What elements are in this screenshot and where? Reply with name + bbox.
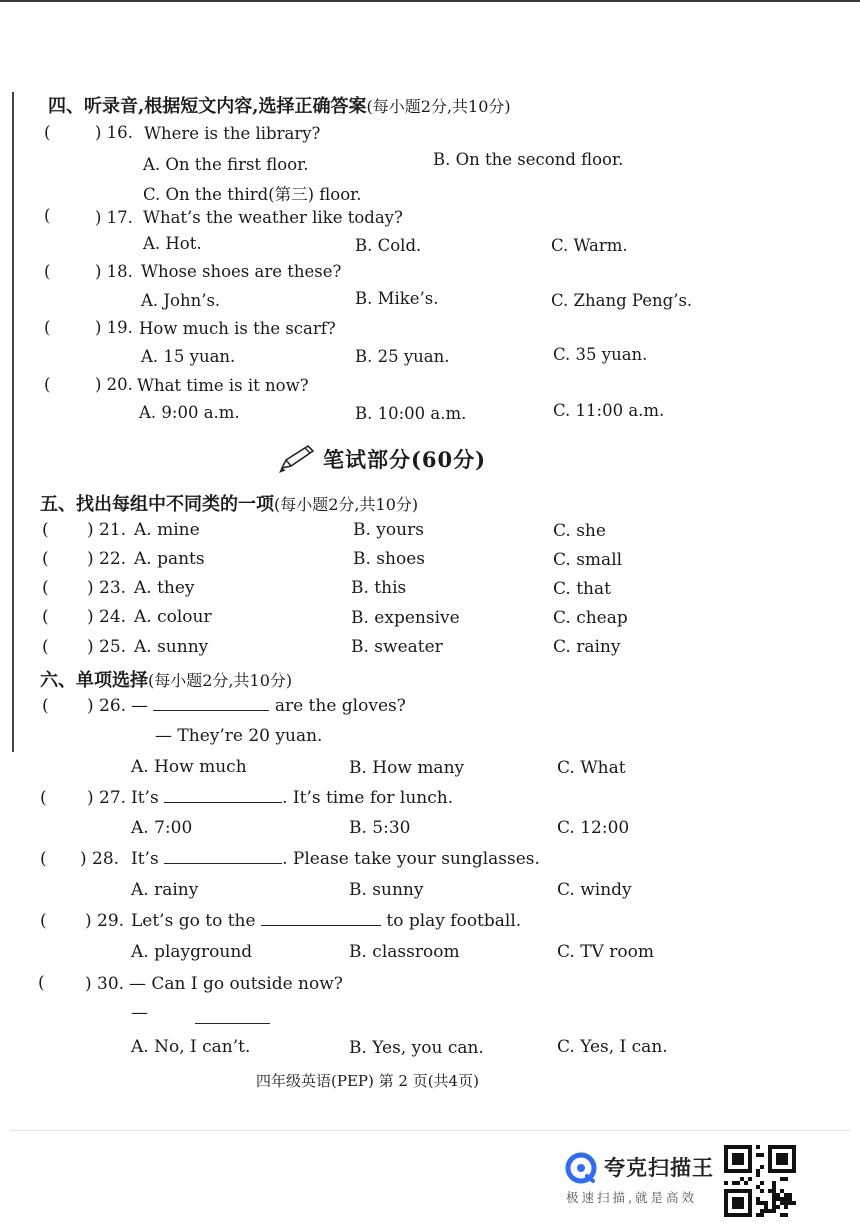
fill-in-blank[interactable]	[164, 788, 282, 803]
option-a: A. 7:00	[131, 818, 193, 838]
stem-before-blank: It’s	[131, 849, 159, 869]
option-b: B. sunny	[349, 880, 424, 900]
option-c: C. cheap	[553, 608, 628, 628]
option-b: B. expensive	[351, 608, 460, 628]
stem-after-blank: . It’s time for lunch.	[282, 788, 454, 808]
option-c: C. TV room	[557, 942, 654, 962]
question-number: ) 25.	[87, 637, 127, 657]
section4-title: 四、听录音,根据短文内容,选择正确答案	[48, 96, 367, 117]
section6-heading	[40, 666, 292, 692]
option-a: A. Hot.	[143, 234, 202, 253]
answer-paren: (	[42, 637, 49, 657]
dialogue-reply: —	[131, 1003, 148, 1023]
left-margin-line	[12, 92, 14, 752]
page-footer: 四年级英语(PEP) 第 2 页(共4页)	[256, 1072, 479, 1090]
question-stem: — Can I go outside now?	[129, 974, 343, 994]
option-c: C. Yes, I can.	[557, 1037, 668, 1057]
scanner-brand-name: 夸克扫描王	[604, 1156, 714, 1180]
option-c: C. 11:00 a.m.	[553, 401, 665, 420]
stem-before-blank: —	[131, 696, 148, 716]
option-c: C. What	[557, 758, 626, 778]
fill-in-blank[interactable]	[164, 849, 282, 864]
question-stem	[131, 849, 540, 869]
qr-code-icon	[724, 1145, 796, 1217]
answer-paren: (	[44, 206, 51, 225]
option-a: A. No, I can’t.	[131, 1037, 251, 1057]
answer-paren: (	[40, 788, 47, 808]
stem-after-blank: . Please take your sunglasses.	[282, 849, 540, 869]
question-number: ) 28.	[80, 849, 120, 869]
option-a: A. How much	[131, 757, 247, 777]
option-b: B. Yes, you can.	[349, 1038, 484, 1058]
quark-logo-icon	[565, 1152, 597, 1184]
scanner-slogan: 极速扫描,就是高效	[566, 1190, 697, 1205]
option-c: C. windy	[557, 880, 632, 900]
stem-before-blank: It’s	[131, 788, 159, 808]
question-number: ) 16.	[95, 123, 133, 142]
option-a: A. colour	[134, 607, 212, 627]
section5-heading	[40, 490, 418, 516]
question-stem: How much is the scarf?	[139, 319, 336, 338]
answer-paren: (	[40, 849, 47, 869]
option-a: A. pants	[134, 549, 205, 569]
answer-paren: (	[42, 520, 49, 540]
option-b: B. Mike’s.	[355, 289, 439, 308]
option-a: A. John’s.	[141, 291, 221, 310]
option-b: B. shoes	[353, 549, 425, 569]
option-b: B. 10:00 a.m.	[355, 404, 467, 423]
option-b: B. 25 yuan.	[355, 347, 450, 366]
section5-title: 五、找出每组中不同类的一项	[40, 494, 274, 515]
option-a: A. rainy	[131, 880, 199, 900]
option-b: B. 5:30	[349, 818, 411, 838]
option-a: A. On the first floor.	[143, 155, 309, 174]
stem-after-blank: are the gloves?	[274, 696, 406, 716]
question-stem: What’s the weather like today?	[143, 208, 403, 227]
answer-paren: (	[44, 318, 51, 337]
fill-in-blank[interactable]	[261, 911, 381, 926]
question-stem	[131, 911, 521, 931]
pen-icon	[278, 442, 318, 474]
section5-note: (每小题2分,共10分)	[274, 495, 419, 514]
answer-paren: (	[40, 911, 47, 931]
question-number: ) 29.	[85, 911, 125, 931]
option-a: A. mine	[134, 520, 200, 540]
top-edge-line	[0, 0, 860, 2]
option-b: B. On the second floor.	[433, 150, 624, 169]
question-number: ) 20.	[95, 375, 133, 394]
fill-in-blank[interactable]	[153, 696, 269, 711]
option-a: A. playground	[131, 942, 253, 962]
option-a: A. they	[134, 578, 195, 598]
section6-title: 六、单项选择	[40, 670, 148, 691]
section4-heading	[48, 92, 511, 118]
question-number: ) 27.	[87, 788, 127, 808]
written-part-banner: 笔试部分(60分)	[323, 447, 487, 472]
answer-paren: (	[42, 549, 49, 569]
question-number: ) 30.	[85, 974, 125, 994]
fill-in-blank[interactable]	[195, 1023, 270, 1024]
question-number: ) 19.	[95, 318, 133, 337]
stem-after-blank: to play football.	[386, 911, 522, 931]
option-b: B. this	[351, 578, 407, 598]
question-number: ) 18.	[95, 262, 133, 281]
option-b: B. sweater	[351, 637, 443, 657]
option-a: A. 9:00 a.m.	[139, 403, 240, 422]
dialogue-reply: — They’re 20 yuan.	[155, 726, 323, 746]
question-number: ) 22.	[87, 549, 127, 569]
section4-note: (每小题2分,共10分)	[366, 97, 511, 116]
option-b: B. Cold.	[355, 236, 422, 255]
question-stem	[131, 696, 406, 716]
answer-paren: (	[38, 973, 45, 993]
question-number: ) 17.	[95, 208, 133, 227]
question-stem: Whose shoes are these?	[141, 262, 342, 281]
option-c: C. small	[553, 550, 623, 570]
question-stem: What time is it now?	[137, 376, 309, 395]
question-stem	[131, 788, 453, 808]
option-b: B. classroom	[349, 942, 460, 962]
question-number: ) 21.	[87, 520, 127, 540]
answer-paren: (	[44, 262, 51, 281]
answer-paren: (	[42, 607, 49, 627]
question-stem: Where is the library?	[144, 124, 321, 143]
question-number: ) 24.	[87, 607, 127, 627]
option-c: C. she	[553, 521, 606, 541]
option-b: B. How many	[349, 758, 465, 778]
answer-paren: (	[42, 696, 49, 716]
option-b: B. yours	[353, 520, 424, 540]
option-c: C. 35 yuan.	[553, 345, 648, 364]
question-number: ) 23.	[87, 578, 127, 598]
option-a: A. sunny	[134, 637, 209, 657]
option-c: C. Warm.	[551, 236, 628, 255]
option-a: A. 15 yuan.	[141, 347, 236, 366]
watermark-separator	[10, 1130, 850, 1131]
answer-paren: (	[42, 578, 49, 598]
section6-note: (每小题2分,共10分)	[148, 671, 293, 690]
option-c: C. On the third(第三) floor.	[143, 185, 362, 204]
question-number: ) 26.	[87, 696, 127, 716]
option-c: C. 12:00	[557, 818, 630, 838]
answer-paren: (	[44, 123, 51, 142]
option-c: C. that	[553, 579, 611, 599]
answer-paren: (	[44, 375, 51, 394]
stem-before-blank: Let’s go to the	[131, 911, 256, 931]
option-c: C. Zhang Peng’s.	[551, 291, 693, 310]
option-c: C. rainy	[553, 637, 621, 657]
